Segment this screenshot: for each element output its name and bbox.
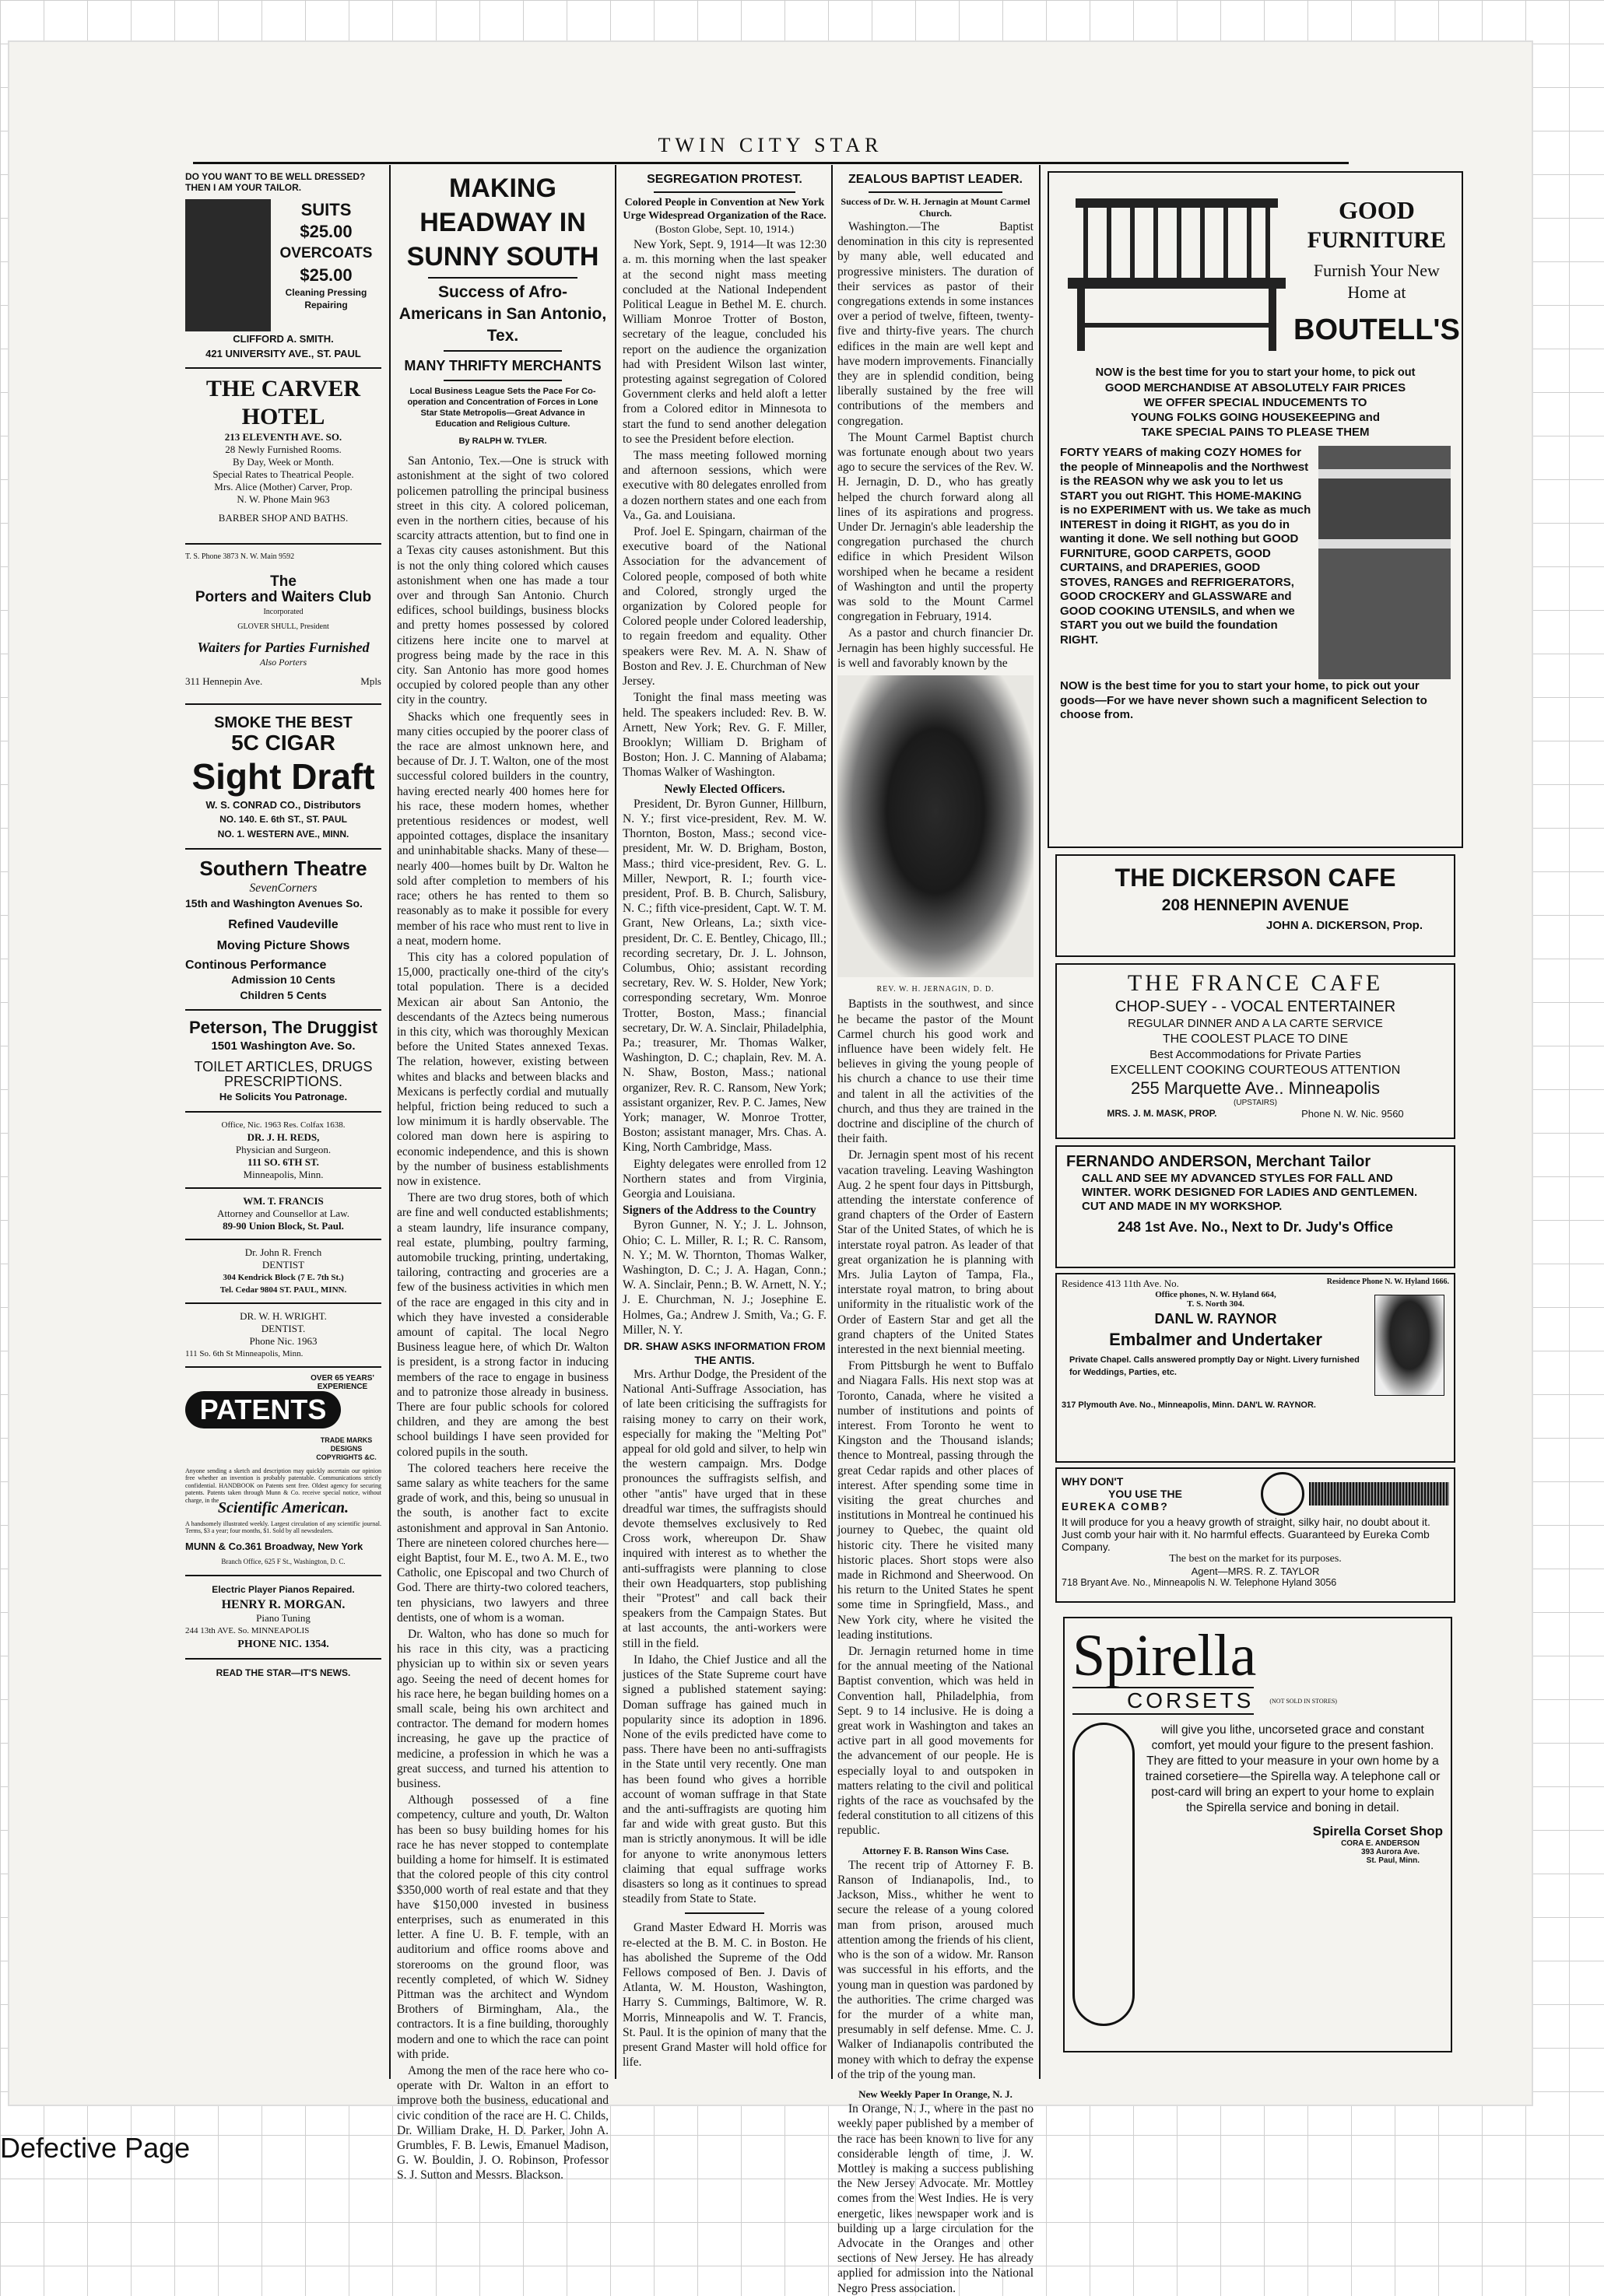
article-paragraph: There are two drug stores, both of which are fine and well conducted establishments; a steam laundry, life insurance company, real estate, plumbing, poultry farming, automobile trucking, printing, undertaking, tailoring, contracting and groceries are a few of the business activities in which men of the race are engaged in this city and in which they have invested a considerable amount of capital. The local Negro Business league here, of which Dr. Walton is president, is a strong factor in inducing members of the race to engage in business and to patronize those already in business. There are four public schools for colored children, and they are among the best school buildings I have seen provided for colored pupils in the south. — [397, 1191, 609, 1459]
spirella-shop: Spirella Corset Shop — [1312, 1824, 1443, 1839]
theatre-line: Refined Vaudeville — [228, 917, 339, 931]
cigar-brand: Sight Draft — [191, 755, 375, 797]
patents-sub: TRADE MARKS DESIGNS COPYRIGHTS &C. — [316, 1435, 377, 1461]
cigar-distributor: W. S. CONRAD CO., Distributors — [205, 798, 361, 811]
francis-line: 89-90 Union Block, St. Paul. — [223, 1219, 344, 1232]
dickerson-prop: JOHN A. DICKERSON, Prop. — [1265, 919, 1423, 932]
article-paragraph: Dr. Jernagin spent most of his recent vacation traveling. Leaving Washington Aug. 2 he spent four days in Pittsburgh, attending the interstate conference of grand chapters of the Order of Eastern Star of the United States, of which he is interstate royal patron. As leader of that great organization he is planning with Mrs. Julia Layton of Tampa, Fla., interstate royal matron, to bring about uniformity in the ritualistic work of the Order of Eastern Star and get all the grand chapters of the United States interested in the next biennial meeting. — [837, 1148, 1034, 1356]
article-paragraph: San Antonio, Tex.—One is struck with astonishment at the sight of two colored policemen patrolling the principal business street in this city. A colored policeman, even in the northern cities, because of his scarcity attracts attention, but to find one in a Texas city causes astonishment. But this is not the only thing colored which causes astonishment when one has made a tour over and through San Antonio. Church edifices, school buildings, business blocks and pretty homes possessed by colored citizens here incite one to marvel at progress being made by the race in this city. San Antonio has more good homes occupied by colored people than any other city in the country. — [397, 454, 609, 707]
carver-title: THE CARVER HOTEL — [205, 376, 361, 430]
cabinet-illustration — [1318, 446, 1451, 679]
druggist-address: 1501 Washington Ave. So. — [211, 1039, 356, 1053]
read-the-star: READ THE STAR—IT'S NEWS. — [216, 1667, 351, 1679]
cigar-address: NO. 140. E. 6th ST., ST. PAUL — [219, 814, 347, 826]
reeds-line: Physician and Surgeon. — [235, 1143, 332, 1155]
wright-line: Phone Nic. 1963 — [249, 1334, 318, 1347]
article-paragraph: Although possessed of a fine competency, culture and youth, Dr. Walton has been so busy building homes for his race he has never stopped to contemplate building a home for himself. It is estimated that the colored people of this city control $350,000 worth of real estate and that they have $150,000 invested in business enterprises, such as enumerated in this letter. A fine U. B. F. temple, with an auditorium and office rooms above and storerooms on the ground floor, was recently completed, of which W. Sidney Pittman was the architect and Wyndom Brothers of Birmingham, Ala., the contractors. It is a fine building, thoroughly modern and one to which the race can point with pride. — [397, 1793, 609, 2061]
raynor-portrait — [1374, 1295, 1444, 1396]
eureka-q1: WHY DON'T — [1062, 1475, 1124, 1488]
spirella-address: St. Paul, Minn. — [1366, 1856, 1420, 1865]
article-subheadline: Success of Afro-Americans in San Antonio, Tex. — [398, 283, 607, 345]
france-address: 255 Marquette Ave.. Minneapolis — [1130, 1078, 1381, 1098]
dickerson-address: 208 HENNEPIN AVENUE — [1161, 896, 1350, 914]
overcoats-price: $25.00 — [300, 265, 353, 285]
eureka-emblem-icon — [1261, 1472, 1304, 1516]
raynor-trade: Embalmer and Undertaker — [1109, 1330, 1322, 1349]
french-line: DENTIST — [261, 1258, 305, 1271]
article-paragraph: In Idaho, the Chief Justice and all the justices of the State Supreme court have signed a published statement saying: Doman suffrage has gained much in popularity since its adoption in 1896. None of the evils predicted have come to pass. There have been no anti-suffragists in the State until very recently. One man has been found who gives a horrible account of woman suffrage in that State and the anti-suffragists are quoting him far and wide with great gusto. But this man is strictly anonymous. It will be idle for anyone to write anonymous letters claiming that equal suffrage works disasters so long as it continues to spread steadily from State to State. — [623, 1653, 827, 1906]
france-upstairs: (UPSTAIRS) — [1234, 1099, 1277, 1107]
spirella-sub: CORSETS — [1072, 1687, 1254, 1715]
anderson-ad — [1055, 1145, 1455, 1268]
reeds-line: DR. J. H. REDS, — [247, 1130, 320, 1143]
spirella-brand: Spirella — [1072, 1623, 1257, 1688]
suits-label: SUITS — [300, 200, 352, 219]
tailor-ad — [185, 199, 381, 331]
jernagin-portrait — [837, 675, 1034, 977]
article-paragraph: Among the men of the race here who co-operate with Dr. Walton in an effort to improve both the business, educational and civic condition of the race are H. C. Childs, Dr. William Drake, H. D. Parker, John A. Grumbles, F. B. Lewis, Emanuel Madison, G. W. Bouldin, J. O. Robinson, Professor S. J. Sutton and Messrs. Blackson. — [397, 2063, 609, 2182]
article-source: (Boston Globe, Sept. 10, 1914.) — [655, 224, 795, 236]
druggist-line: TOILET ARTICLES, DRUGS — [194, 1059, 373, 1075]
tailor-name: CLIFFORD A. SMITH. — [233, 333, 334, 345]
porters-president: GLOVER SHULL, President — [237, 622, 329, 632]
tailor-address: 421 UNIVERSITY AVE., ST. PAUL — [205, 348, 361, 360]
article-segregation-protest — [623, 171, 827, 2077]
boutell-furniture: FURNITURE — [1307, 227, 1447, 253]
reeds-line: Office, Nic. 1963 Res. Colfax 1638. — [221, 1120, 346, 1130]
tailor-services: Cleaning Pressing Repairing — [285, 287, 367, 310]
france-cafe-ad — [1055, 963, 1455, 1139]
patents-ad — [185, 1374, 381, 1569]
wright-line: DR. W. H. WRIGHT. — [240, 1309, 327, 1322]
wright-line: DENTIST. — [261, 1322, 306, 1334]
morgan-line: Electric Player Pianos Repaired. — [212, 1583, 355, 1595]
article-paragraph: Prof. Joel E. Spingarn, chairman of the executive board of the National Association for the advancement of Colored people, composed of both white and Colored, strongly urged the organization by Colored people for Colored people under Colored leadership, to regain freedom and equality. Other speakers were Rev. M. A. N. Shaw of Boston and Rev. J. E. Churchman of New Jersey. — [623, 525, 827, 689]
article-paragraph: Byron Gunner, N. Y.; J. L. Johnson, Ohio; C. L. Miller, R. I.; R. C. Ransom, N. Y.; M. W. Thornton, Thomas Walker, Washington, D. C.; J. A. Hagan, Conn.; W. A. Sinclair, Penn.; B. W. Arnett, N. Y.; J. E. Churchman, N. J.; Josephine E. Holmes, Ga.; Andrew J. Smith, Va.; G. F. Miller, N. Y. — [623, 1218, 827, 1337]
article-subheadline: MANY THRIFTY MERCHANTS — [404, 358, 602, 373]
comb-illustration — [1309, 1482, 1449, 1506]
porters-inc: Incorporated — [263, 607, 304, 616]
boutell-line: WE OFFER SPECIAL INDUCEMENTS TO — [1143, 396, 1367, 409]
article-deck: Local Business League Sets the Pace For Co-operation and Concentration of Forces in Lone Star State Metropolis—Great Advance in Education and Religious Culture. — [407, 387, 598, 429]
eureka-best: The best on the market for its purposes. — [1169, 1553, 1342, 1565]
article-paragraph: The mass meeting followed morning and afternoon sessions, which were executive with 80 delegates enrolled from a dozen northern states and one each from Va., Ga. and Louisiana. — [623, 449, 827, 522]
wright-line: 111 So. 6th St Minneapolis, Minn. — [185, 1348, 304, 1358]
carver-line: By Day, Week or Month. — [232, 456, 335, 468]
cigar-address: NO. 1. WESTERN AVE., MINN. — [217, 829, 349, 840]
france-line: THE COOLEST PLACE TO DINE — [1162, 1032, 1349, 1046]
druggist-line: He Solicits You Patronage. — [219, 1091, 348, 1103]
porters-also: Also Porters — [259, 657, 307, 668]
theatre-line: SevenCorners — [249, 882, 318, 896]
france-title: THE FRANCE CAFE — [1127, 970, 1384, 996]
theatre-line: Children 5 Cents — [240, 988, 327, 1001]
column-rule — [831, 165, 833, 2079]
overcoats-label: OVERCOATS — [279, 245, 373, 261]
druggist-line: PRESCRIPTIONS. — [223, 1074, 343, 1090]
boutell-body: FORTY YEARS of making COZY HOMES for the people of Minneapolis and the Northwest is the REASON why we ask you to let us START you out RIGHT. This HOME-MAKING is no EXPERIMENT with us. We take as much INTEREST in doing it RIGHT, as you do in wanting it done. We sell nothing but GOOD FURNITURE, GOOD CARPETS, GOOD CURTAINS, and DRAPERIES, GOOD STOVES, RANGES and REFRIGERATORS, GOOD CROCKERY and GLASSWARE and GOOD COOKING UTENSILS, and when we START you out we build the foundation RIGHT. — [1060, 446, 1311, 647]
anderson-address: 248 1st Ave. No., Next to Dr. Judy's Office — [1117, 1219, 1394, 1235]
suits-price: $25.00 — [300, 222, 353, 241]
article-paragraph: From Pittsburgh he went to Buffalo and Niagara Falls. His next stop was at Toronto, Canada, where he visited a number of institutions and points of interest. From Toronto he went to Kingston and the Thousand islands; thence to Montreal, passing through the great Cedar rapids and other places of interest. After spending some time in visiting the great churches and institutions in Montreal he continued his journey to Quebec, the quaint old historic city. There he visited many historic places. Short stops were also made in Richmond and Sheerwood. On his return to the United States he spent some time in Springfield, Mass., and New York city, where he visited the leading institutions. — [837, 1359, 1034, 1642]
article-paragraph: Shacks which one frequently sees in many cities occupied by the poorer class of the race are almost unknown here, and because of Dr. J. T. Walton, one of the most successful colored builders in the country, having erected nearly 400 homes here for his race, these modern homes, whether pretentious residences or modest, well appointed cottages, displace the insanitary and uninhabitable shacks. Many of these—nearly 400—homes built by Dr. Walton he sold after completion to members of his race; others he has rented to them so reasonably as to make it possible for every member of his race who must rent to live in a neat, modern home. — [397, 710, 609, 948]
left-ad-column — [185, 171, 381, 2077]
boutell-close: NOW is the best time for you to start your home, to pick out your goods—For we have never shown such a magnificent Selection to choose from. — [1060, 679, 1427, 721]
article-paragraph: Eighty delegates were enrolled from 12 Northern states and from Virginia, Georgia and Louisiana. — [623, 1157, 827, 1201]
morgan-line: PHONE NIC. 1354. — [237, 1639, 329, 1651]
french-line: 304 Kendrick Block (7 E. 7th St.) — [223, 1272, 344, 1282]
spirella-contact: CORA E. ANDERSON — [1341, 1839, 1420, 1848]
porters-title: The — [270, 573, 297, 591]
france-line: REGULAR DINNER AND A LA CARTE SERVICE — [1128, 1017, 1383, 1030]
article-paragraph: Dr. Walton, who has done so much for his race in this city, was a practicing physician up to within six or seven years ago. Seeing the need of decent homes for his race here, he began building homes on a small scale, being his own architect and contractor. The demand for modern homes increasing, he gave up the practice of medicine, a profession in which he was a great success, and turned his attention to business. — [397, 1628, 609, 1791]
raynor-ad — [1055, 1273, 1455, 1463]
cigar-line: 5C CIGAR — [231, 730, 335, 755]
carver-address: 213 ELEVENTH AVE. SO. — [224, 431, 342, 443]
raynor-residence: Residence 413 11th Ave. No. — [1062, 1278, 1179, 1289]
article-headline: ZEALOUS BAPTIST LEADER. — [848, 173, 1023, 186]
tailor-illustration — [185, 199, 271, 331]
defective-page-label: Defective Page — [0, 2132, 191, 2164]
article-headline: DR. SHAW ASKS INFORMATION FROM THE ANTIS. — [623, 1340, 826, 1367]
spirella-ad — [1063, 1617, 1452, 2052]
article-subhead: Newly Elected Officers. — [664, 782, 785, 796]
morgan-line: Piano Tuning — [256, 1612, 311, 1625]
francis-line: WM. T. FRANCIS — [243, 1194, 324, 1207]
patents-word: PATENTS — [185, 1391, 341, 1428]
spirella-address: 393 Aurora Ave. — [1360, 1848, 1420, 1856]
theatre-line: Admission 10 Cents — [231, 973, 335, 987]
boutell-line: YOUNG FOLKS GOING HOUSEKEEPING and — [1130, 411, 1381, 424]
france-line: CHOP-SUEY - - VOCAL ENTERTAINER — [1114, 998, 1396, 1015]
eureka-name: EUREKA COMB? — [1062, 1500, 1169, 1513]
france-line: EXCELLENT COOKING COURTEOUS ATTENTION — [1110, 1064, 1401, 1077]
munn-address: MUNN & Co.361 Broadway, New York — [185, 1540, 363, 1552]
column-rule — [389, 165, 391, 2079]
article-deck: Success of Dr. W. H. Jernagin at Mount Carmel Church. — [841, 196, 1030, 219]
boutell-line: GOOD MERCHANDISE AT ABSOLUTELY FAIR PRICES — [1104, 381, 1406, 394]
scientific-american: Scientific American. — [217, 1499, 349, 1516]
porters-city: Mpls — [360, 675, 381, 687]
theatre-title: Southern Theatre — [199, 857, 367, 881]
carver-line: 28 Newly Furnished Rooms. — [225, 443, 342, 456]
patents-body: Anyone sending a sketch and description may quickly ascertain our opinion free whether an invention is probably patentable. Communications strictly confidential. HANDBOOK on Patents sent free. Oldest agency for securing patents. Patents taken through Munn & Co. receive special notice, without charge, in the — [185, 1467, 381, 1504]
druggist-title: Peterson, The Druggist — [188, 1017, 378, 1037]
boutell-line: TAKE SPECIAL PAINS TO PLEASE THEM — [1141, 426, 1370, 439]
boutell-name: BOUTELL'S — [1293, 314, 1460, 346]
article-paragraph: Grand Master Edward H. Morris was re-elected at the B. M. C. in Boston. He has abolished the Supreme of the Odd Fellows composed of Ben. J. Davis of Atlanta, W. M. Houston, Washington, Harry S. Cummings, Baltimore, W. R. Morris, Minneapolis and W. T. Francis, St. Paul. It is the opinion of many that the present Grand Master will hold office for life. — [623, 1921, 827, 2070]
porters-phones: T. S. Phone 3873 N. W. Main 9592 — [185, 552, 295, 562]
spirella-body: will give you lithe, uncorseted grace and constant comfort, yet mould your figure to the present fashion. They are fitted to your measure in your own home by a trained corsetiere—the Spirella way. A telephone call or post-card will bring an expert to your home to explain the Spirella service and boning in detail. — [1145, 1723, 1441, 1814]
boutell-furnish: Furnish Your New Home at — [1313, 261, 1440, 302]
boutell-ad — [1048, 171, 1463, 848]
article-paragraph: Washington.—The Baptist denomination in this city is represented by many able, well educated and progressive ministers. The duration of their services as pastor of their congregations extends in some instances over a period of twelve, fifteen, twenty-five and thirty-five years. The church edifices in the main are well kept and have modern improvements. Financially they are in splendid condition, being liberally sustained by the free will contributions of the members and congregation. — [837, 220, 1034, 428]
tailor-headline: DO YOU WANT TO BE WELL DRESSED? THEN I AM YOUR TAILOR. — [185, 171, 366, 193]
french-line: Dr. John R. French — [244, 1246, 322, 1258]
article-paragraph: Mrs. Arthur Dodge, the President of the National Anti-Suffrage Association, has of late been criticising the suffragists for raising money to carry on their work, especially for making the "Melting Pot" appeal for old gold and silver, to help win the western campaign. Mrs. Dodge pronounces the suffragists selfish, and other "antis" have urged that in these dreadful war times, the suffragists should devote themselves exclusively to Red Cross work, whereupon Dr. Shaw inquired with interest as to whether the anti-suffragists were planning to close their own Headquarters, stop publishing their "Protest" and call back their speakers from the Campaign States. But at last accounts, the anti-workers were still in the field. — [623, 1368, 827, 1650]
boutell-good: GOOD — [1339, 196, 1415, 224]
column-rule — [615, 165, 616, 2079]
masthead: TWIN CITY STAR — [658, 134, 883, 156]
article-paragraph: The colored teachers here receive the same salary as white teachers for the same grade of work, and this, being so unusual in the south, is another fact to excite astonishment and approval in San Antonio. There are nineteen colored churches here—eight Baptist, four M. E., two A. M. E., two Catholic, one Episcopal and two Church of God. There are thirty-two colored teachers, ten physicians, two lawyers and three dentists, one of whom is a woman. — [397, 1461, 609, 1625]
france-line: Best Accommodations for Private Parties — [1149, 1048, 1361, 1061]
reeds-line: Minneapolis, Minn. — [243, 1168, 324, 1180]
france-phone: Phone N. W. Nic. 9560 — [1301, 1108, 1404, 1120]
carver-line: Mrs. Alice (Mother) Carver, Prop. — [214, 481, 353, 493]
porters-title: Porters and Waiters Club — [195, 588, 372, 605]
eureka-agent: Agent—MRS. R. Z. TAYLOR — [1191, 1565, 1320, 1577]
porters-slogan: Waiters for Parties Furnished — [197, 640, 370, 656]
article-byline: By RALPH W. TYLER. — [458, 436, 547, 446]
carver-line: BARBER SHOP AND BATHS. — [218, 512, 349, 524]
article-deck: Colored People in Convention at New York Urge Widespread Organization of the Race. — [623, 197, 827, 222]
article-paragraph: Dr. Jernagin returned home in time for the annual meeting of the National Baptist convention, which was held in Convention hall, Philadelphia, from Sept. 9 to 14 inclusive. He is doing a great work in Washington and takes an active part in all good movements for the advancement of our people. He is especially loyal to and outspoken in matters relating to the civil and political rights of the race as vouchsafed by the federal constitution to all citizens of this republic. — [837, 1645, 1034, 1838]
morgan-line: 244 13th AVE. So. MINNEAPOLIS — [185, 1626, 310, 1636]
article-paragraph: The recent trip of Attorney F. B. Ranson of Indianapolis, Ind., to Jackson, Miss., whither he went to secure the release of a young colored man from prison, aroused much attention among the friends of his client, who is the son of a widow. Mr. Ranson was successful in his efforts, and the young man in question was pardoned by the authorities. The crime charged was for the murder of a white man, presumably in self defense. Mme. C. J. Walker of Indianapolis contributed the money with which to defray the expense of the trip of the young man. — [837, 1858, 1034, 2081]
article-subhead: Signers of the Address to the Country — [623, 1204, 816, 1218]
article-paragraph: In Orange, N. J., where in the past no weekly paper published by a member of the race has been known to live for any considerable length of time, J. W. Mottley is making a success publishing the New Jersey Advocate. Mr. Mottley comes from the West Indies. He is very energetic, likes newspaper work and is building up a large circulation for the Advocate in the Oranges and other sections of New Jersey. He has already applied for admission into the National Negro Press association. — [837, 2102, 1034, 2295]
article-baptist-leader — [837, 171, 1034, 2295]
article-paragraph: As a pastor and church financier Dr. Jernagin has been highly successful. He is well and favorably known by the — [837, 626, 1034, 670]
french-line: Tel. Cedar 9804 ST. PAUL, MINN. — [219, 1285, 347, 1295]
article-subhead: New Weekly Paper In Orange, N. J. — [858, 2087, 1013, 2100]
article-paragraph: Baptists in the southwest, and since he became the pastor of the Mount Carmel church his good work and influence have been widely felt. He believes in giving the young people of his church a chance to use their time and talent in all the activities of the church, and thus they are trained in the doctrine and discipline of the church of their faith. — [837, 997, 1034, 1146]
patents-badge: OVER 65 YEARS' EXPERIENCE — [311, 1373, 374, 1391]
article-paragraph: Tonight the final mass meeting was held. The speakers included: Rev. B. W. Arnett, New York; Rev. G. F. Miller, Brooklyn; William D. Brigham of Boston; Hon. J. C. Manning of Alabama; Thomas Walker of Washington. — [623, 691, 827, 780]
raynor-ts: T. S. North 304. — [1187, 1299, 1244, 1309]
eureka-q2: YOU USE THE — [1108, 1488, 1182, 1500]
masthead-rule — [193, 162, 1349, 164]
dickerson-title: THE DICKERSON CAFE — [1114, 864, 1396, 892]
francis-line: Attorney and Counsellor at Law. — [217, 1207, 349, 1219]
boutell-line: NOW is the best time for you to start your home, to pick out — [1095, 366, 1416, 379]
raynor-address: 317 Plymouth Ave. No., Minneapolis, Minn. DAN'L W. RAYNOR. — [1062, 1400, 1316, 1410]
bench-illustration — [1060, 179, 1293, 366]
article-paragraph: New York, Sept. 9, 1914—It was 12:30 a. m. this morning when the last speaker at the second night mass meeting concluded at the National Independent Political League in Bethel M. E. church. William Monroe Trotter of Boston, secretary of the league, concluded his report on the audience the organization had with President Wilson last winter, protesting against segregation of Colored Government clerks and held aloft a letter from a Colored editor in Minnesota to start the fund to send another delegation to see the President before election. — [623, 238, 827, 446]
article-making-headway — [397, 171, 609, 2182]
anderson-body: CALL AND SEE MY ADVANCED STYLES FOR FALL AND WINTER. WORK DESIGNED FOR LADIES AND GENTLEMEN. CUT AND MADE IN MY WORKSHOP. — [1082, 1172, 1418, 1213]
eureka-ad — [1055, 1467, 1455, 1603]
cigar-line: SMOKE THE BEST — [214, 713, 353, 731]
column-rule — [1039, 165, 1041, 2079]
raynor-body: Private Chapel. Calls answered promptly Day or Night. Livery furnished for Weddings, Parties, etc. — [1069, 1355, 1360, 1377]
morgan-line: HENRY R. MORGAN. — [221, 1597, 346, 1611]
france-prop: MRS. J. M. MASK, PROP. — [1107, 1108, 1217, 1119]
munn-branch: Branch Office, 625 F St., Washington, D. C. — [221, 1557, 346, 1565]
anderson-title: FERNANDO ANDERSON, Merchant Tailor — [1066, 1153, 1371, 1170]
dickerson-ad — [1055, 854, 1455, 957]
carver-line: Special Rates to Theatrical People. — [212, 468, 354, 481]
article-headline: MAKING HEADWAY IN SUNNY SOUTH — [406, 174, 599, 272]
eureka-address: 718 Bryant Ave. No., Minneapolis N. W. Telephone Hyland 3056 — [1062, 1577, 1337, 1588]
article-subhead: Attorney F. B. Ranson Wins Case. — [862, 1844, 1009, 1856]
raynor-residence-phone: Residence Phone N. W. Hyland 1666. — [1326, 1278, 1449, 1286]
article-headline: SEGREGATION PROTEST. — [647, 173, 802, 186]
article-paragraph: The Mount Carmel Baptist church was fortunate enough about two years ago to secure the services of the Rev. W. H. Jernagin, D. D., who has greatly helped the church forward along all lines of its aspirations and progress. Under Dr. Jernagin's able leadership the congregation purchased the church edifice in which President Wilson worshiped when he became a resident of Washington and until the property was sold to the Mount Carmel congregation in February, 1914. — [837, 430, 1034, 624]
carver-line: N. W. Phone Main 963 — [237, 493, 330, 506]
theatre-line: Continous Performance — [185, 959, 327, 973]
spirella-note: (NOT SOLD IN STORES) — [1269, 1697, 1337, 1705]
theatre-line: Moving Picture Shows — [216, 939, 350, 953]
eureka-body: It will produce for you a heavy growth of straight, silky hair, no doubt about it. Just comb your hair with it. No harmful effects. Guaranteed by Eureka Comb Company. — [1062, 1516, 1430, 1553]
theatre-line: 15th and Washington Avenues So. — [185, 896, 363, 910]
scientific-american-body: A handsomely illustrated weekly. Largest circulation of any scientific journal. Terms, $3 a year; four months, $1. Sold by all newsdealers. — [185, 1520, 381, 1535]
raynor-name: DANL W. RAYNOR — [1154, 1311, 1277, 1327]
porters-address: 311 Hennepin Ave. — [185, 675, 263, 687]
article-paragraph: President, Dr. Byron Gunner, Hillburn, N. Y.; first vice-president, Rev. M. W. Thornton, Boston, Mass.; second vice-president, Mr. W. D. Brigham, Boston, Mass.; third vice-president, Rev. G. L. Miller, Newport, R. I.; fourth vice-president, Prof. B. B. Church, Salisbury, N. C.; fifth vice-president, Capt. W. T. M. Grant, New Orleans, La.; sixth vice-president, Dr. C. E. Bentley, Chicago, Ill.; recording secretary, Dr. J. L. Johnson, Columbus, Ohio; assistant recording secretary, Rev. W. S. Holder, New York; corresponding secretary, Wm. Monroe Trotter, Boston, Mass.; financial secretary, Dr. W. A. Sinclair, Philadelphia, Pa.; treasurer, Mr. Thomas Walker, Washington, D. C.; chaplain, Rev. M. A. N. Shaw, Boston, Mass.; national organizer, Rev. R. C. Ransom, New York; assistant organizer, Rev. P. C. James, New York; manager, W. Monroe Trotter, Boston; assistant manager, Mrs. Chas. A. King, North Cambridge, Mass. — [623, 797, 827, 1155]
spiral-spring-illustration — [1072, 1723, 1135, 2026]
portrait-caption: REV. W. H. JERNAGIN, D. D. — [876, 985, 995, 994]
article-paragraph: This city has a colored population of 15,000, practically one-third of the city's total population. There is a decided Mexican air about San Antonio, the descendants of the Aztecs being numerous in this city, which was thoroughly Mexican before the United States annexed Texas. The relation, however, existing between whites and blacks and between blacks and Mexicans is perfectly cordial and mutually helpful, friction being reduced to such a low minimum it is hardly observable. The colored man down here is aspiring to economic independence, and this is shown by the number of business establishments now in existence. — [397, 950, 609, 1188]
raynor-office: Office phones, N. W. Hyland 664, — [1155, 1290, 1276, 1299]
reeds-line: 111 SO. 6TH ST. — [247, 1155, 319, 1168]
